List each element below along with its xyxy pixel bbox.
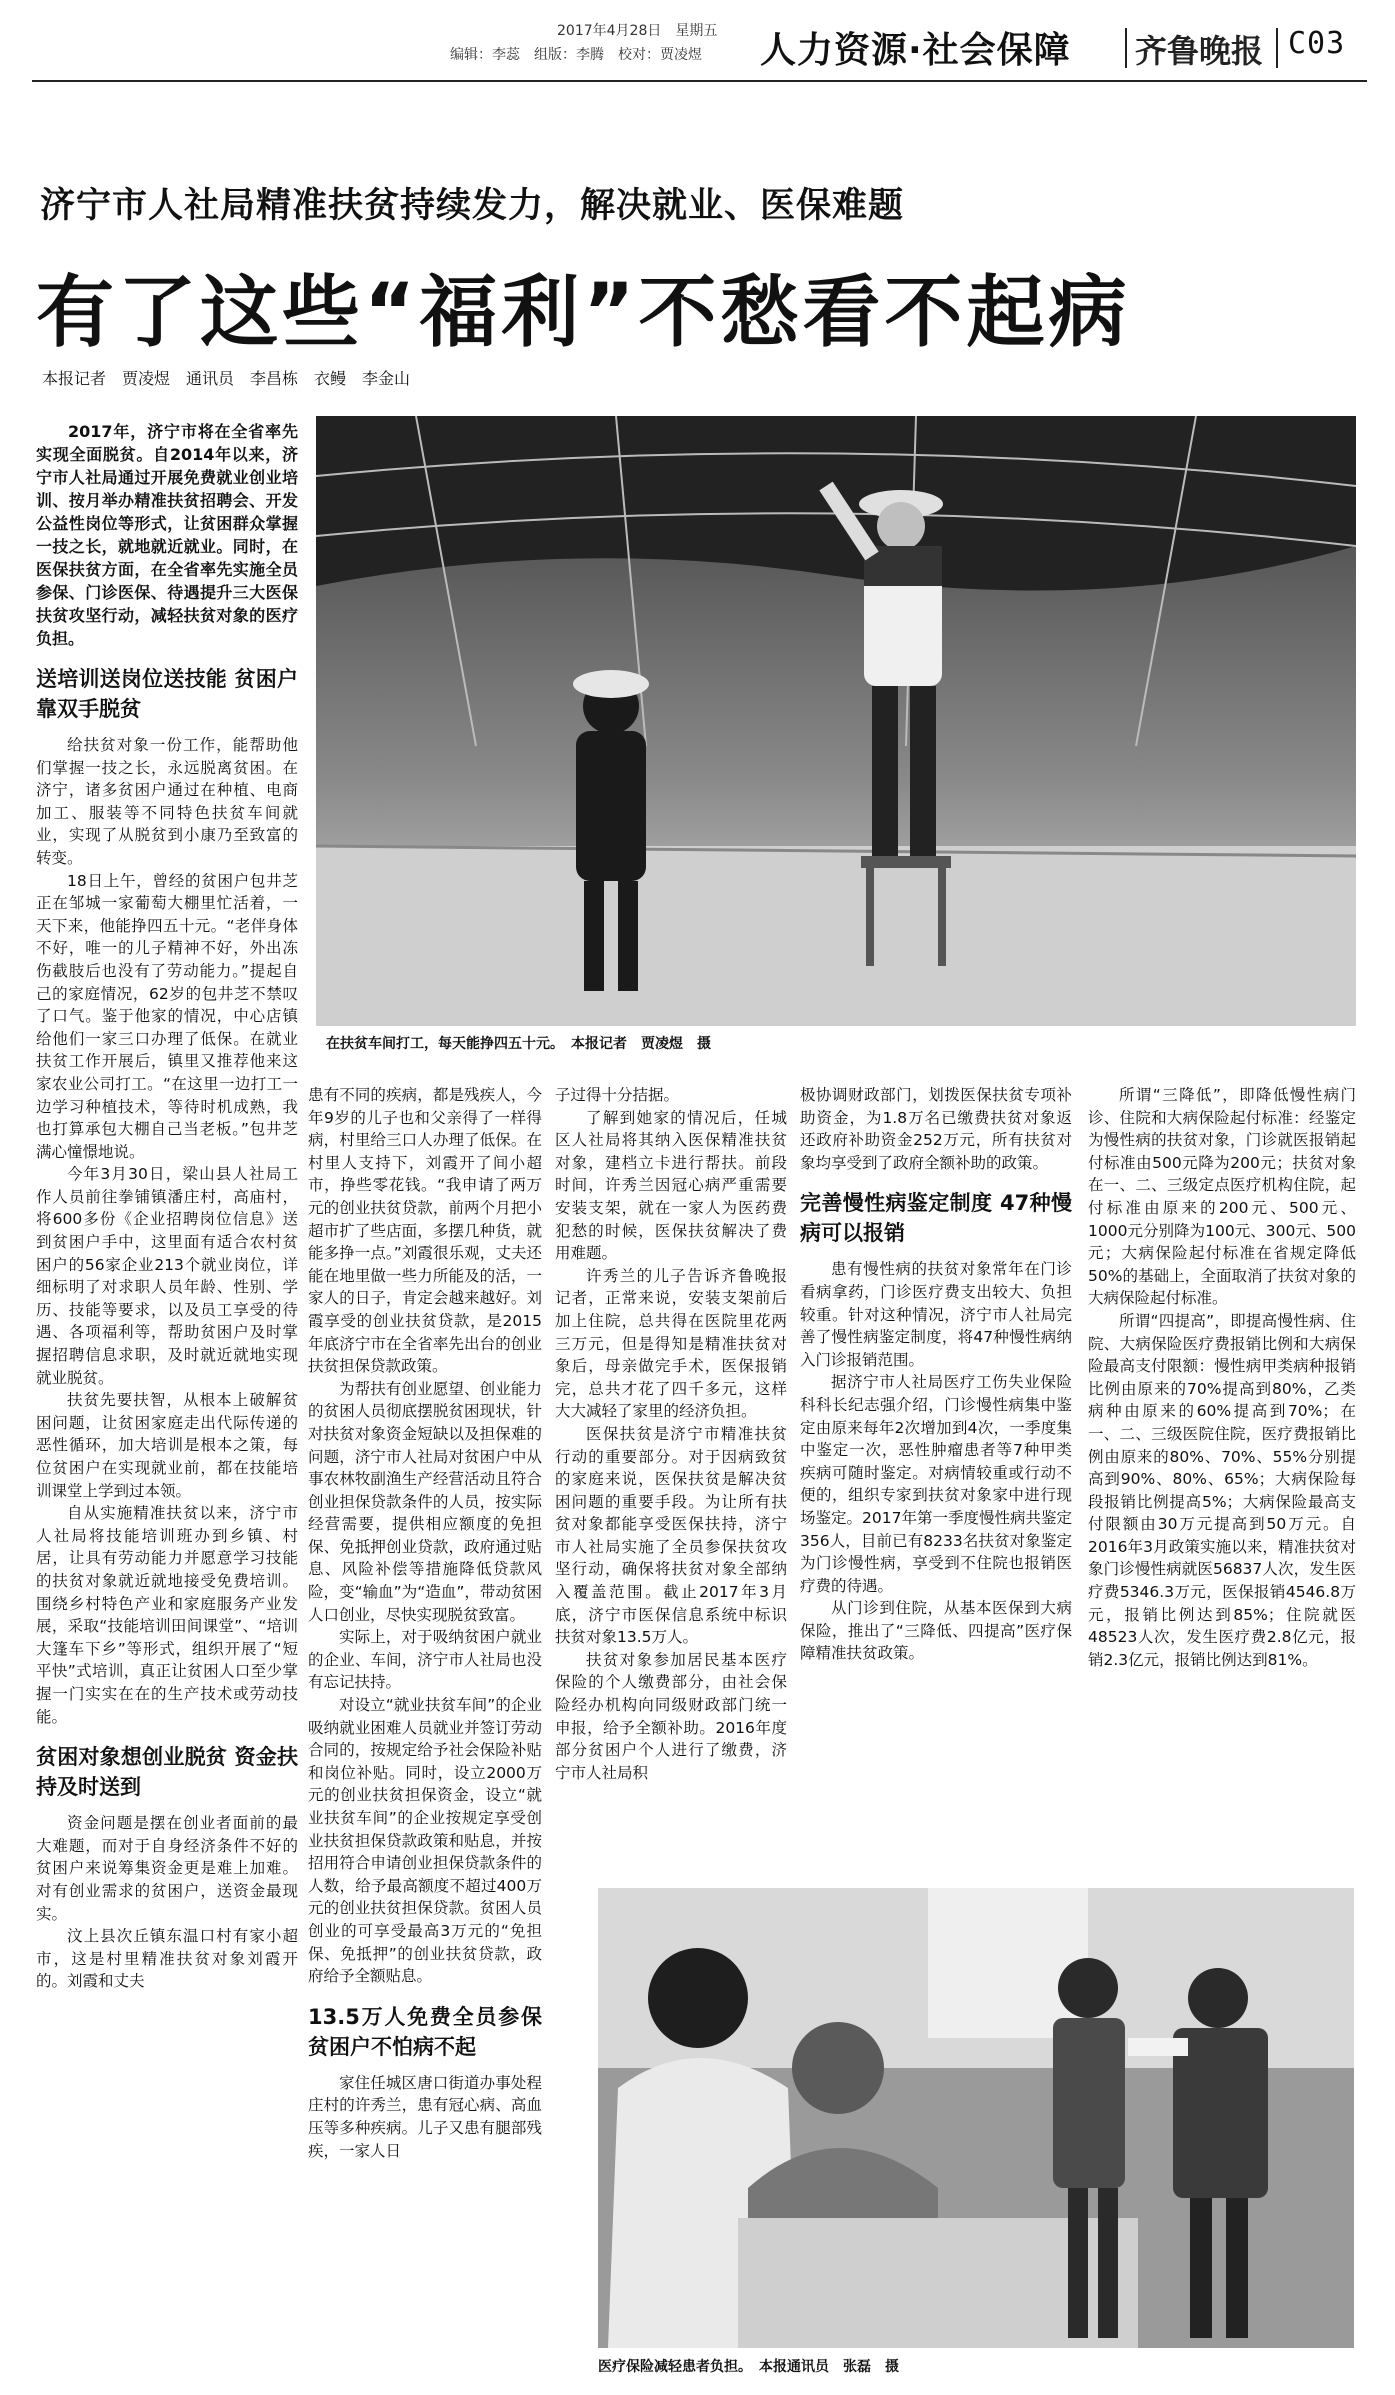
paragraph: 给扶贫对象一份工作，能帮助他们掌握一技之长，永远脱离贫困。在济宁，诸多贫困户通过在种植、电商加工、服装等不同特色扶贫车间就业，实现了从脱贫到小康乃至致富的转变。: [36, 736, 298, 867]
paragraph: 医保扶贫是济宁市精准扶贫行动的重要部分。对于因病致贫的家庭来说，医保扶贫是解决贫困问题的重要手段。为让所有扶贫对象都能享受医保扶持，济宁市人社局实施了全员参保扶贫攻坚行动，确保将扶贫对象全部纳入覆盖范围。截止2017年3月底，济宁市医保信息系统中标识扶贫对象13.5万人。: [555, 1424, 787, 1647]
article-column-3: [555, 1084, 787, 1884]
photo-vineyard-workers: [316, 416, 1356, 1026]
paragraph: 所谓“四提高”，即提高慢性病、住院、大病保险医疗费报销比例和大病保险最高支付限额：慢性病甲类病种报销比例由原来的70%提高到80%，乙类病种由原来的60%提高到70%；在一、二、三级医院住院，医疗费报销比例由原来的80%、70%、55%分别提高到90%、80%、65%；大病保险每段报销比例提高5%；大病保险最高支付限额由30万元提高到50万元。自2016年3月政策实施以来，精准扶贫对象门诊慢性病就医56837人次，发生医疗费5346.3万元，医保报销4546.8万元，报销比例达到85%；住院就医48523人次，发生医疗费2.8亿元，报销2.3亿元，报销比例达到81%。: [1088, 1311, 1356, 1669]
section-heading-insurance: 13.5万人免费全员参保 贫困户不怕病不起: [308, 2004, 542, 2059]
article-headline: 有了这些“福利”不愁看不起病: [36, 268, 1131, 358]
paragraph: 从门诊到住院，从基本医保到大病保险，推出了“三降低、四提高”医疗保障精准扶贫政策。: [800, 1599, 1072, 1663]
article-column-1: [36, 420, 298, 2390]
paragraph: 扶贫对象参加居民基本医疗保险的个人缴费部分，由社会保险经办机构向同级财政部门统一申报，给予全额补助。2016年度部分贫困户个人进行了缴费，济宁市人社局积: [555, 1650, 787, 1782]
paragraph: 子过得十分拮据。: [555, 1086, 680, 1104]
paragraph: 对设立“就业扶贫车间”的企业吸纳就业困难人员就业并签订劳动合同的，按规定给予社会保险补贴和岗位补贴。同时，设立2000万元的创业扶贫担保资金，设立“就业扶贫车间”的企业按规定享受创业扶贫担保贷款政策和贴息，并按招用符合申请创业担保贷款条件的人数，给予最高额度不超过400万元的创业扶贫担保贷款。贫困人员创业的可享受最高3万元的“免担保、免抵押”的创业扶贫贷款，政府给予全额贴息。: [308, 1696, 542, 1986]
article-byline: 本报记者 贾凌煜 通讯员 李昌栋 衣鳗 李金山: [42, 369, 411, 388]
paragraph: 所谓“三降低”，即降低慢性病门诊、住院和大病保险起付标准：经鉴定为慢性病的扶贫对象，门诊就医报销起付标准由500元降为200元；扶贫对象在一、二、三级定点医疗机构住院，起付标准由原来的200元、500元、1000元分别降为100元、300元、500元；大病保险起付标准在省规定降低50%的基础上，全面取消了扶贫对象的大病保险起付标准。: [1088, 1086, 1356, 1308]
article-column-4: [800, 1084, 1072, 1884]
vineyard-photo-illustration: [316, 416, 1356, 1026]
issue-date: 2017年4月28日 星期五: [557, 23, 718, 39]
header-divider: [1276, 28, 1278, 68]
paragraph: 许秀兰的儿子告诉齐鲁晚报记者，正常来说，安装支架前后加上住院，总共得在医院里花两三万元，但是得知是精准扶贫对象后，母亲做完手术，医保报销完，总共才花了四千多元，这样大大减轻了家里的经济负担。: [555, 1266, 787, 1421]
paragraph: 家住任城区唐口街道办事处程庄村的许秀兰，患有冠心病、高血压等多种疾病。儿子又患有腿部残疾，一家人日: [308, 2073, 542, 2160]
photo2-caption: 医疗保险减轻患者负担。 本报通讯员 张磊 摄: [598, 2359, 899, 2375]
paragraph: 了解到她家的情况后，任城区人社局将其纳入医保精准扶贫对象，建档立卡进行帮扶。前段时间，许秀兰因冠心病严重需要安装支架，就在一家人为医药费犯愁的时候，医保扶贫解决了费用难题。: [555, 1108, 787, 1263]
header-divider: [1125, 28, 1127, 68]
paragraph: 极协调财政部门，划拨医保扶贫专项补助资金，为1.8万名已缴费扶贫对象返还政府补助资金252万元，所有扶贫对象均享受到了政府全额补助的政策。: [800, 1086, 1072, 1172]
paragraph: 自从实施精准扶贫以来，济宁市人社局将技能培训班办到乡镇、村居，让具有劳动能力并愿意学习技能的扶贫对象就近就地接受免费培训。围绕乡村特色产业和家庭服务产业发展，采取“技能培训田间课堂”、“培训大篷车下乡”等形式，组织开展了“短平快”式培训，真正让贫困人口至少掌握一门实实在在的生产技术或劳动技能。: [36, 1504, 298, 1726]
paragraph: 实际上，对于吸纳贫困户就业的企业、车间，济宁市人社局也没有忘记扶持。: [308, 1628, 542, 1692]
photo1-caption: 在扶贫车间打工，每天能挣四五十元。 本报记者 贾凌煜 摄: [326, 1036, 711, 1052]
section-heading-funding: 贫困对象想创业脱贫 资金扶持及时送到: [36, 1745, 298, 1800]
paragraph: 今年3月30日，梁山县人社局工作人员前往拳铺镇潘庄村，高庙村，将600多份《企业招聘岗位信息》送到贫困户手中，这里面有适合农村贫困户的56家企业213个就业岗位，详细标明了对求职人员年龄、性别、学历、技能等要求，以及员工享受的待遇、各项福利等，帮助贫困户及时掌握招聘信息求职，及时就近就地实现就业脱贫。: [36, 1165, 298, 1387]
paragraph: 据济宁市人社局医疗工伤失业保险科科长纪志强介绍，门诊慢性病集中鉴定由原来每年2次增加到4次，一季度集中鉴定一次，恶性肿瘤患者等7种甲类疾病可随时鉴定。对病情较重或行动不便的，组织专家到扶贫对象家中进行现场鉴定。2017年第一季度慢性病共鉴定356人，目前已有8233名扶贫对象鉴定为门诊慢性病，享受到不住院也报销医疗费的待遇。: [800, 1373, 1072, 1595]
hospital-photo-illustration: [598, 1888, 1354, 2348]
header-rule: [32, 80, 1367, 82]
paragraph: 汶上县次丘镇东温口村有家小超市，这是村里精准扶贫对象刘霞开的。刘霞和丈夫: [36, 1927, 298, 1991]
newspaper-logo: 齐鲁晚报: [1135, 32, 1264, 70]
section-heading-training: 送培训送岗位送技能 贫困户靠双手脱贫: [36, 667, 298, 721]
paragraph: 扶贫先要扶智，从根本上破解贫困问题，让贫困家庭走出代际传递的恶性循环，加大培训是根本之策，每位贫困户在实现就业前，都在技能培训课堂上学到过本领。: [36, 1391, 298, 1500]
paragraph: 患有慢性病的扶贫对象常年在门诊看病拿药，门诊医疗费支出较大、负担较重。针对这种情况，济宁市人社局完善了慢性病鉴定制度，将47种慢性病纳入门诊报销范围。: [800, 1260, 1072, 1369]
article-lead: 2017年，济宁市将在全省率先实现全面脱贫。自2014年以来，济宁市人社局通过开展免费就业创业培训、按月举办精准扶贫招聘会、开发公益性岗位等形式，让贫困群众掌握一技之长，就地就近就业。同时，在医保扶贫方面，在全省率先实施全员参保、门诊医保、待遇提升三大医保扶贫攻坚行动，减轻扶贫对象的医疗负担。: [36, 422, 298, 648]
section-heading-chronic: 完善慢性病鉴定制度 47种慢病可以报销: [800, 1191, 1072, 1246]
paragraph: 患有不同的疾病，都是残疾人，今年9岁的儿子也和父亲得了一样得病，村里给三口人办理了低保。在村里人支持下，刘霞开了间小超市，挣些零花钱。“我申请了两万元的创业扶贫贷款，前两个月把小超市扩了些店面，多摆几种货，就能多挣一点。”刘霞很乐观，丈夫还能在地里做一些力所能及的活，一家人的日子，肯定会越来越好。刘霞享受的创业扶贫贷款，是2015年底济宁市在全省率先出台的创业扶贫担保贷款政策。: [308, 1086, 542, 1376]
article-subtitle: 济宁市人社局精准扶贫持续发力，解决就业、医保难题: [40, 186, 905, 226]
paragraph: 为帮扶有创业愿望、创业能力的贫困人员彻底摆脱贫困现状，针对扶贫对象资金短缺以及担保难的问题，济宁市人社局对贫困户中从事农林牧副渔生产经营活动且符合创业担保贷款条件的人员，按实际经营需要，提供相应额度的免担保、免抵押创业贷款，政府通过贴息、风险补偿等措施降低贷款风险，变“输血”为“造血”，带动贫困人口创业，尽快实现脱贫致富。: [308, 1379, 542, 1624]
article-column-5: [1088, 1084, 1356, 1884]
editor-credits: 编辑：李蕊 组版：李腾 校对：贾凌煜: [450, 47, 702, 63]
paragraph: 18日上午，曾经的贫困户包井芝正在邹城一家葡萄大棚里忙活着，一天下来，他能挣四五十元。“老伴身体不好，唯一的儿子精神不好，外出冻伤截肢后也没有了劳动能力。”提起自己的家庭情况，62岁的包井芝不禁叹了口气。鉴于他家的情况，中心店镇给他们一家三口办理了低保。在就业扶贫工作开展后，镇里又推荐他来这家农业公司打工。“在这里一边打工一边学习种植技术，等待时机成熟，我也打算承包大棚自己当老板。”包井芝满心憧憬地说。: [36, 871, 298, 1161]
paragraph: 资金问题是摆在创业者面前的最大难题，而对于自身经济条件不好的贫困户来说筹集资金更是难上加难。对有创业需求的贫困户，送资金最现实。: [36, 1814, 298, 1923]
section-title: 人力资源·社会保障: [760, 30, 1071, 71]
page-number: C03: [1288, 26, 1346, 61]
photo-hospital-visit: [598, 1888, 1354, 2348]
article-column-2: [308, 1084, 542, 2390]
